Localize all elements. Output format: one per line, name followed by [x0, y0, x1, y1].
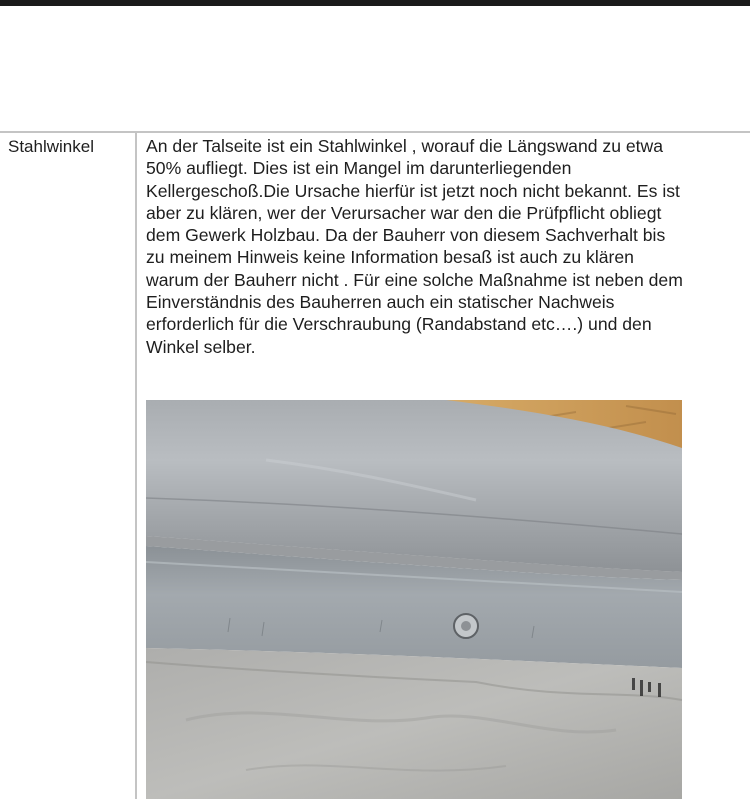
steel-angle-photo [146, 400, 682, 799]
description-line: erforderlich für die Verschraubung (Randabstand etc….) und den [146, 314, 652, 335]
row-description [146, 135, 748, 358]
plaster-wall [146, 648, 682, 799]
description-line: warum der Bauherr nicht . Für eine solche Maßnahme ist neben dem [146, 269, 683, 290]
top-bar [0, 0, 750, 6]
description-line: Winkel selber. [146, 336, 256, 357]
description-line: dem Gewerk Holzbau. Da der Bauherr von diesem Sachverhalt bis [146, 225, 666, 246]
row-label: Stahlwinkel [8, 137, 94, 156]
description-line: Einverständnis des Bauherren auch ein statischer Nachweis [146, 292, 615, 313]
description-line: Kellergeschoß.Die Ursache hierfür ist jetzt noch nicht bekannt. Es ist [146, 180, 680, 201]
column-divider [135, 133, 137, 799]
description-line: aber zu klären, wer der Verursacher war den die Prüfpflicht obliegt [146, 202, 662, 223]
description-line: 50% aufliegt. Dies ist ein Mangel im darunterliegenden [146, 158, 572, 179]
description-line: zu meinem Hinweis keine Information besaß ist auch zu klären [146, 247, 634, 268]
description-line: An der Talseite ist ein Stahlwinkel , worauf die Längswand zu etwa [146, 136, 664, 156]
table-top-border [0, 131, 750, 133]
